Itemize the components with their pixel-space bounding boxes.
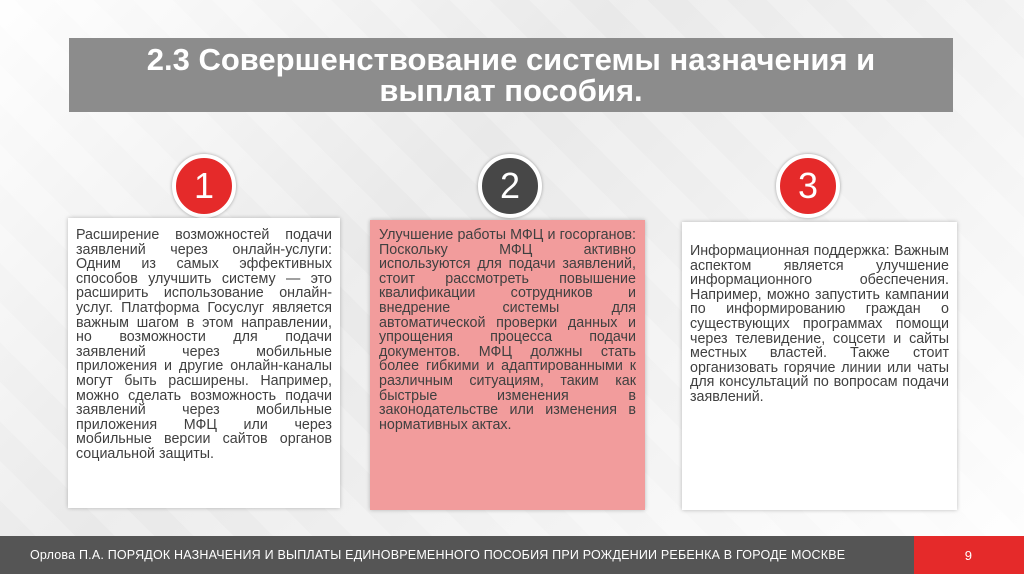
step-2-number: 2 <box>499 165 521 206</box>
footer-caption: Орлова П.А. ПОРЯДОК НАЗНАЧЕНИЯ И ВЫПЛАТЫ ЕДИНОВРЕМЕННОГО ПОСОБИЯ ПРИ РОЖДЕНИИ РЕБЕНКА В ГОРОДЕ МОСКВЕ <box>30 548 846 562</box>
footer-bar <box>0 536 1024 574</box>
step-1-text: Расширение возможностей подачи заявлений через онлайн-услуги: Одним из самых эффективных способов улучшить систему — это расширить использование онлайн-услуг. Платформа Госуслуг является важным шагом в этом направлении, но возможности для подачи заявлений через мобильные приложения и другие онлайн-каналы могут быть расширены. Например, можно сделать возможность подачи заявлений через мобильные приложения МФЦ или через мобильные версии сайтов органов социальной защиты. <box>76 227 332 462</box>
step-2-card <box>370 220 645 510</box>
step-1-card <box>68 218 340 508</box>
title-banner <box>69 38 953 112</box>
step-3-card <box>682 222 957 510</box>
step-3-text: Информационная поддержка: Важным аспектом является улучшение информационного обеспечения. Например, можно запустить кампании по информированию граждан о существующих программах помощи через телевидение, соцсети и сайты местных властей. Также стоит организовать горячие линии или чаты для консультаций по вопросам подачи заявлений. <box>690 243 949 405</box>
page-number-box <box>914 536 1024 574</box>
step-1-number: 1 <box>193 165 215 206</box>
slide-title: 2.3 Совершенствование системы назначения и выплат пособия. <box>146 42 876 108</box>
page-number: 9 <box>964 547 972 563</box>
step-3-badge <box>776 154 840 218</box>
step-2-text: Улучшение работы МФЦ и госорганов: Поскольку МФЦ активно используются для подачи заявлений, стоит рассмотреть повышение квалификации сотрудников и внедрение системы для автоматической проверки данных и упрощения процесса подачи документов. МФЦ должны стать более гибкими и адаптированными к различным ситуациям, таким как быстрые изменения в законодательстве или изменения в нормативных актах. <box>379 227 636 433</box>
step-1-badge <box>172 154 236 218</box>
step-2-badge <box>478 154 542 218</box>
step-3-number: 3 <box>797 165 819 206</box>
